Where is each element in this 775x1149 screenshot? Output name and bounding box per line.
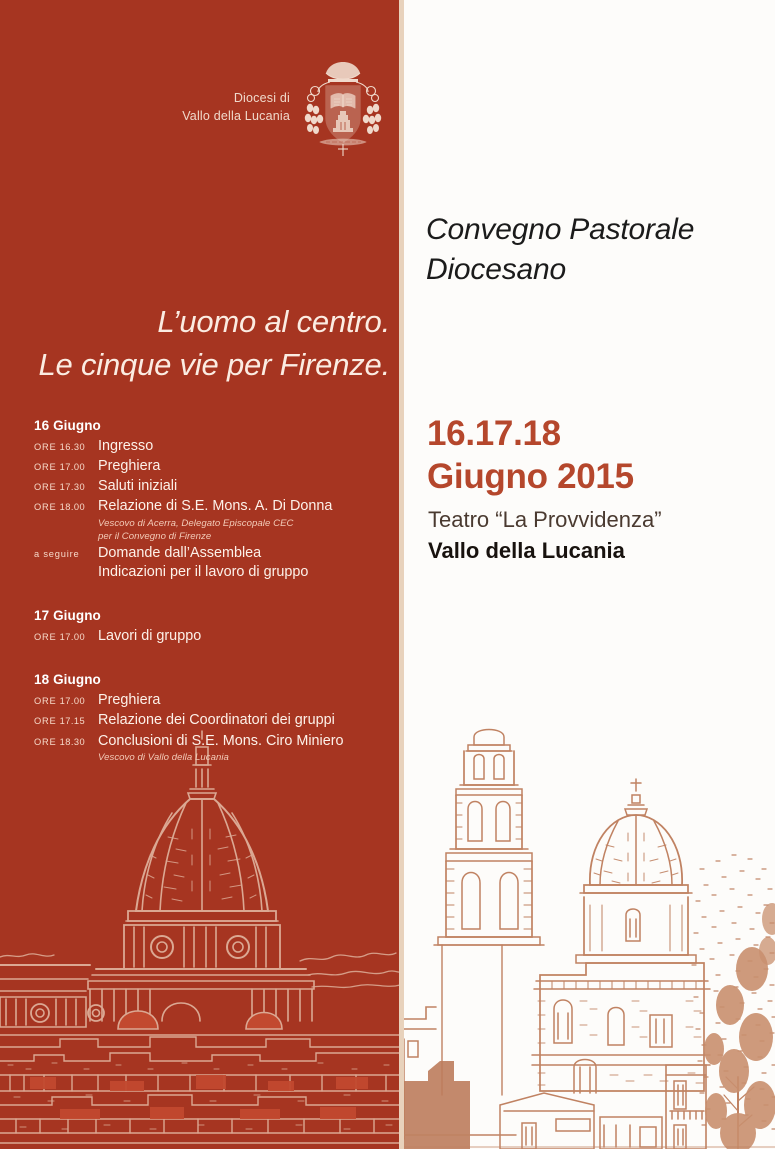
ore-label: ORE (34, 632, 57, 643)
diocese-name (182, 90, 290, 126)
program-row (34, 711, 374, 730)
diocese-lockup (182, 58, 386, 158)
program-row-label-secondary: Indicazioni per il lavoro di gruppo (98, 563, 309, 580)
time-value: 18.00 (59, 502, 86, 513)
program-row (34, 457, 374, 476)
program-row-time (34, 736, 98, 747)
program-row-time (34, 715, 98, 726)
program-row-body (98, 457, 374, 476)
program-row (34, 477, 374, 496)
ore-label: ORE (34, 442, 57, 452)
florence-duomo-illustration (0, 729, 404, 1149)
program-row-label: Domande dall’Assemblea (98, 544, 262, 561)
time-value: 18.30 (59, 736, 86, 747)
event-date-month-year: Giugno 2015 (427, 456, 634, 496)
program-row-label: Preghiera (98, 458, 161, 475)
venue-block (428, 505, 662, 566)
program-row-body (98, 732, 374, 764)
theme-title-line-1: L’uomo al centro. (157, 304, 390, 339)
ore-label: ORE (34, 482, 57, 493)
ore-label: ORE (34, 502, 57, 513)
time-value: 17.00 (59, 696, 86, 707)
program-row-label: Conclusioni di S.E. Mons. Ciro Miniero (98, 732, 344, 749)
program-row-body (98, 691, 374, 710)
program-row (34, 627, 374, 646)
program-row-label: Ingresso (98, 438, 154, 454)
program-row-time (34, 501, 98, 512)
program-row-subtitle: Vescovo di Acerra, Delegato Episcopale CEC (98, 517, 294, 529)
program-row-body (98, 544, 374, 582)
program-row (34, 497, 374, 542)
diocese-line-2: Vallo della Lucania (182, 109, 290, 123)
program-spacer (34, 660, 374, 672)
program-day-block (34, 608, 374, 646)
program-row-body (98, 477, 374, 496)
program-row-label: Saluti iniziali (98, 478, 178, 495)
program-row-label: Lavori di gruppo (98, 628, 202, 645)
venue-city: Vallo della Lucania (428, 538, 625, 564)
event-kind-line-1: Convegno Pastorale (426, 213, 695, 246)
program-row-time (34, 631, 98, 642)
program-row (34, 544, 374, 582)
time-value: 17.30 (59, 482, 86, 493)
program-row-subtitle: per il Convegno di Firenze (98, 530, 212, 542)
program-row (34, 691, 374, 710)
program-spacer (34, 596, 374, 608)
program-day-heading: 16 Giugno (34, 418, 101, 433)
program-row-label: Preghiera (98, 692, 161, 709)
program-row-time (34, 481, 98, 492)
event-date (427, 413, 634, 498)
ore-label: a seguire (34, 548, 80, 559)
time-value: 16.30 (59, 442, 86, 452)
ore-label: ORE (34, 696, 57, 707)
program-row-time (34, 548, 98, 559)
event-kind-title (426, 210, 694, 290)
program-row-body (98, 711, 374, 730)
program-day-heading: 17 Giugno (34, 608, 101, 624)
program-day-heading: 18 Giugno (34, 672, 101, 688)
ore-label: ORE (34, 716, 57, 727)
event-date-days: 16.17.18 (427, 414, 561, 453)
program-schedule (34, 418, 374, 778)
time-value: 17.15 (59, 716, 86, 727)
time-value: 17.00 (59, 462, 86, 473)
ore-label: ORE (34, 736, 57, 747)
program-row-body (98, 437, 374, 456)
bishop-coat-of-arms-icon (300, 58, 386, 158)
venue-theatre: Teatro “La Provvidenza” (428, 507, 662, 532)
program-day-block (34, 672, 374, 764)
time-value: 17.00 (59, 632, 86, 643)
theme-title (39, 300, 391, 386)
program-day-block (34, 418, 374, 582)
event-kind-line-2: Diocesano (426, 252, 566, 286)
program-row-label: Relazione di S.E. Mons. A. Di Donna (98, 498, 333, 515)
program-row-body (98, 497, 374, 542)
theme-title-line-2: Le cinque vie per Firenze. (38, 347, 390, 383)
diocese-line-1: Diocesi di (233, 91, 290, 106)
program-row-body (98, 627, 374, 646)
program-row-time (34, 441, 98, 452)
program-row (34, 437, 374, 456)
program-row (34, 732, 374, 764)
vallo-cathedral-illustration (404, 719, 775, 1149)
program-row-time (34, 461, 98, 472)
program-row-label: Relazione dei Coordinatori dei gruppi (98, 712, 335, 729)
program-row-time (34, 695, 98, 706)
program-row-subtitle: Vescovo di Vallo della Lucania (98, 751, 229, 763)
ore-label: ORE (34, 462, 57, 473)
right-white-panel (404, 0, 775, 1149)
